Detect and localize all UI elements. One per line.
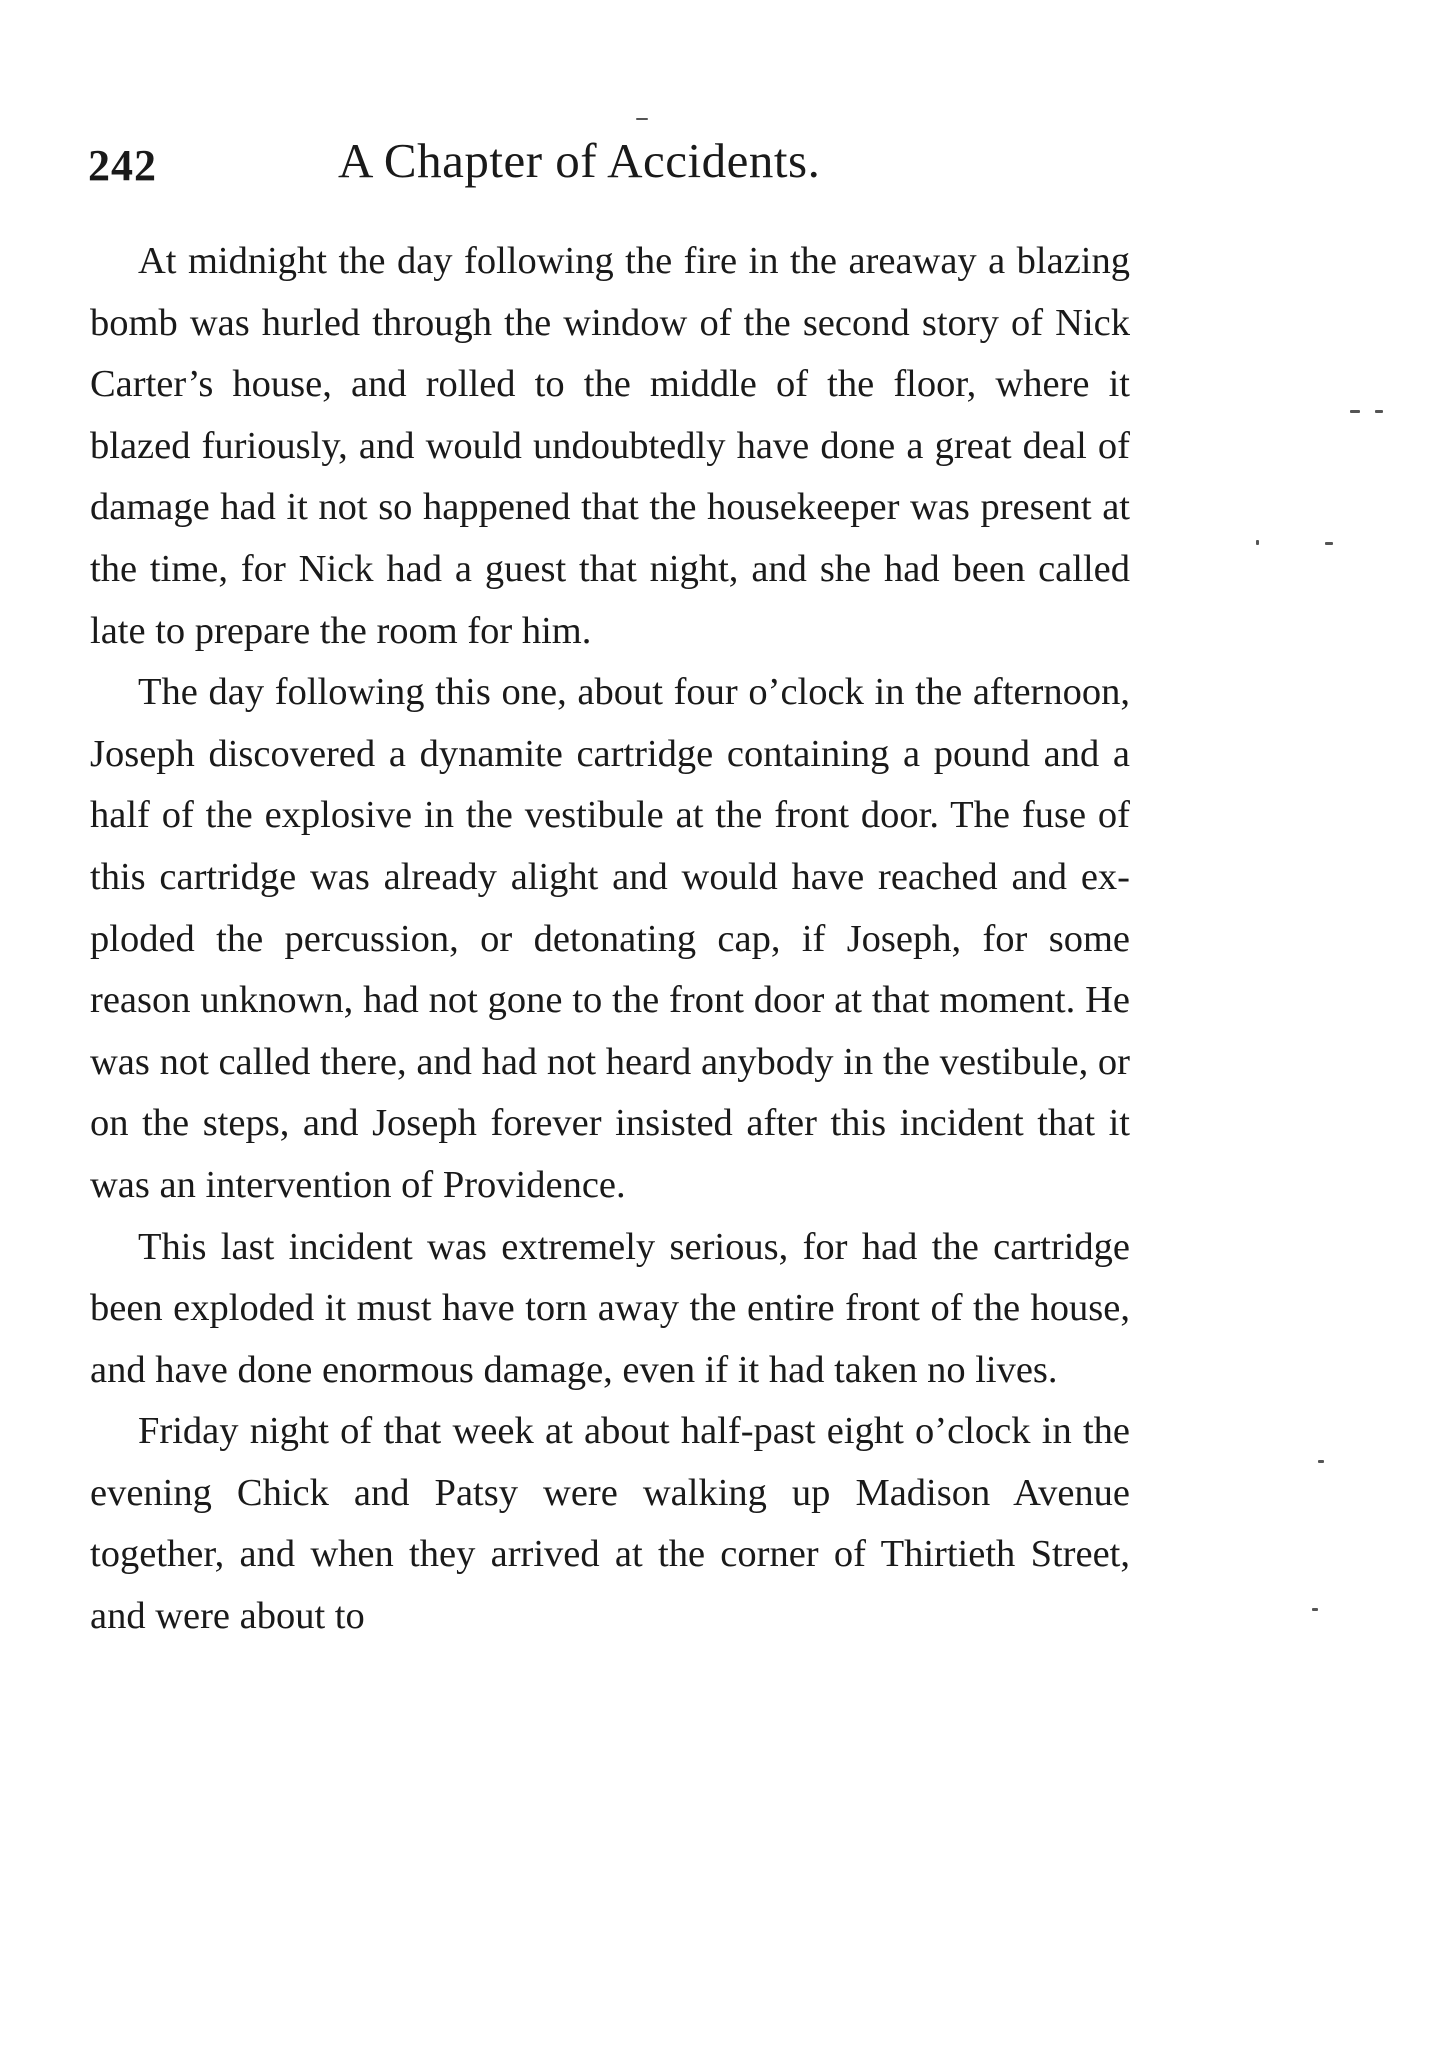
scan-speck (1312, 1608, 1318, 1611)
scan-speck (1350, 410, 1360, 413)
page-header (88, 132, 1133, 202)
paragraph-4: Friday night of that week at about half-past eight o’clock in the evening Chick and Patsy were walking up Madison Avenue together, and when they arrived at the corner of Thirtieth Street, and were about to (90, 1410, 1130, 1638)
paragraph-2: The day following this one, about four o’clock in the afternoon, Joseph discovered a dynamite cartridge containing a pound and a half of the explosive in the vestibule at the front door. The fuse of this cartridge was already alight and would have reached and exploded the percussion, or detonating cap, if Joseph, for some reason unknown, had not gone to the front door at that moment. He was not called there, and had not heard anybody in the vestibule, or on the steps, and Joseph forever insisted after this incident that it was an intervention of Providence. (90, 671, 1130, 1206)
paragraph-1: At midnight the day following the fire in the areaway a blazing bomb was hurled through the window of the second story of Nick Carter’s house, and rolled to the middle of the floor, where it blazed furiously, and would undoubtedly have done a great deal of damage had it not so happened that the housekeeper was present at the time, for Nick had a guest that night, and she had been called late to prepare the room for him. (90, 240, 1130, 652)
running-title: A Chapter of Accidents. (338, 133, 821, 188)
page-number: 242 (88, 141, 157, 190)
scan-speck (1325, 542, 1333, 545)
scan-speck (1318, 1460, 1324, 1463)
scan-speck (636, 118, 648, 120)
scan-speck (1256, 540, 1259, 545)
body-text (90, 231, 1130, 1648)
paragraph-3: This last incident was extremely serious, for had the cartridge been exploded it must have torn away the entire front of the house, and have done enormous damage, even if it had taken no lives. (90, 1225, 1130, 1391)
scan-speck (1375, 410, 1383, 413)
